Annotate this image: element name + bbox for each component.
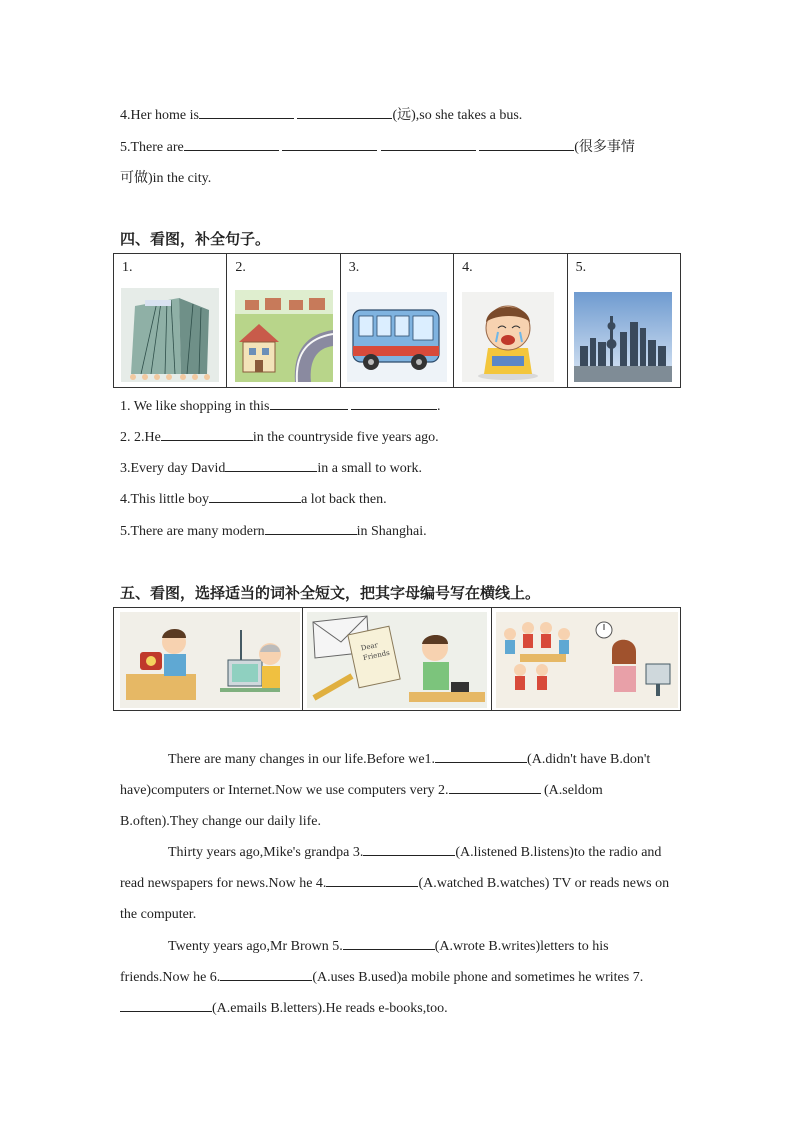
- answer-blank[interactable]: [270, 397, 348, 410]
- letter-phone-icon: [307, 612, 487, 708]
- skyline-icon: [574, 292, 672, 382]
- answer-blank[interactable]: [225, 459, 317, 472]
- picture-cell-4: 4.: [454, 254, 567, 388]
- question-3-4: 4.Her home is (远),so she takes a bus.: [120, 108, 523, 123]
- answer-blank[interactable]: [381, 138, 476, 151]
- section-5-heading: 五、看图，选择适当的词补全短文，把其字母编号写在横线上。: [120, 584, 541, 602]
- passage-paragraph-3: Twenty years ago,Mr Brown 5. (A.wrote B.writes)letters to his friends.Now he 6. (A.uses B.used)a mobile phone and sometimes he writes 7.(A.emails B.letters).He reads e-books,too.: [120, 939, 644, 1016]
- crying-boy-icon: [462, 292, 554, 382]
- answer-blank[interactable]: [351, 397, 437, 410]
- bus-icon: [347, 292, 447, 382]
- picture-cell-1: 1.: [114, 254, 227, 388]
- picture-cell-2: 2.: [227, 254, 340, 388]
- svg-text:Friends: Friends: [362, 648, 391, 663]
- answer-blank-3[interactable]: [363, 843, 455, 856]
- answer-blank[interactable]: [479, 138, 574, 151]
- answer-blank[interactable]: [199, 106, 294, 119]
- answer-blank[interactable]: [282, 138, 377, 151]
- picture-cell-b: [303, 608, 492, 711]
- answer-blank-6[interactable]: [220, 968, 312, 981]
- answer-blank-5[interactable]: [343, 937, 435, 950]
- answer-blank-7[interactable]: [120, 999, 212, 1012]
- section-4-picture-table: [113, 253, 681, 388]
- picture-cell-3: 3.: [340, 254, 453, 388]
- sentence-4-4: 4.This little boy a lot back then.: [120, 492, 387, 507]
- section-4-heading: 四、看图，补全句子。: [120, 230, 271, 248]
- answer-blank[interactable]: [265, 522, 357, 535]
- classroom-icon: [496, 612, 678, 708]
- answer-blank[interactable]: [209, 490, 301, 503]
- passage-paragraph-1: There are many changes in our life.Before we1. (A.didn't have B.don't have)computers or Internet.Now we use computers very 2. (A.seldom B.often).They change our daily life.: [120, 752, 651, 829]
- answer-blank-4[interactable]: [326, 874, 418, 887]
- answer-blank[interactable]: [184, 138, 279, 151]
- picture-cell-5: 5.: [567, 254, 680, 388]
- sentence-4-3: 3.Every day David in a small to work.: [120, 461, 422, 476]
- answer-blank[interactable]: [297, 106, 392, 119]
- picture-cell-a: [114, 608, 303, 711]
- sentence-4-2: 2. 2.He in the countryside five years ago.: [120, 430, 439, 445]
- picture-cell-c: [492, 608, 681, 711]
- passage-paragraph-2: Thirty years ago,Mike's grandpa 3. (A.listened B.listens)to the radio and read newspapers for news.Now he 4. (A.watched B.watches) TV or reads news on the computer.: [120, 845, 670, 922]
- answer-blank-2[interactable]: [449, 781, 541, 794]
- radio-computer-icon: [120, 612, 300, 708]
- question-3-5-continued: 可做)in the city.: [120, 171, 212, 186]
- section-5-picture-table: [113, 607, 681, 711]
- building-icon: [121, 288, 219, 382]
- sentence-4-1: 1. We like shopping in this .: [120, 399, 441, 414]
- sentence-4-5: 5.There are many modern in Shanghai.: [120, 524, 427, 539]
- answer-blank[interactable]: [161, 428, 253, 441]
- question-3-5: 5.There are (很多事情: [120, 140, 635, 155]
- countryside-icon: [235, 290, 333, 382]
- svg-text:Dear: Dear: [360, 641, 379, 653]
- answer-blank-1[interactable]: [435, 750, 527, 763]
